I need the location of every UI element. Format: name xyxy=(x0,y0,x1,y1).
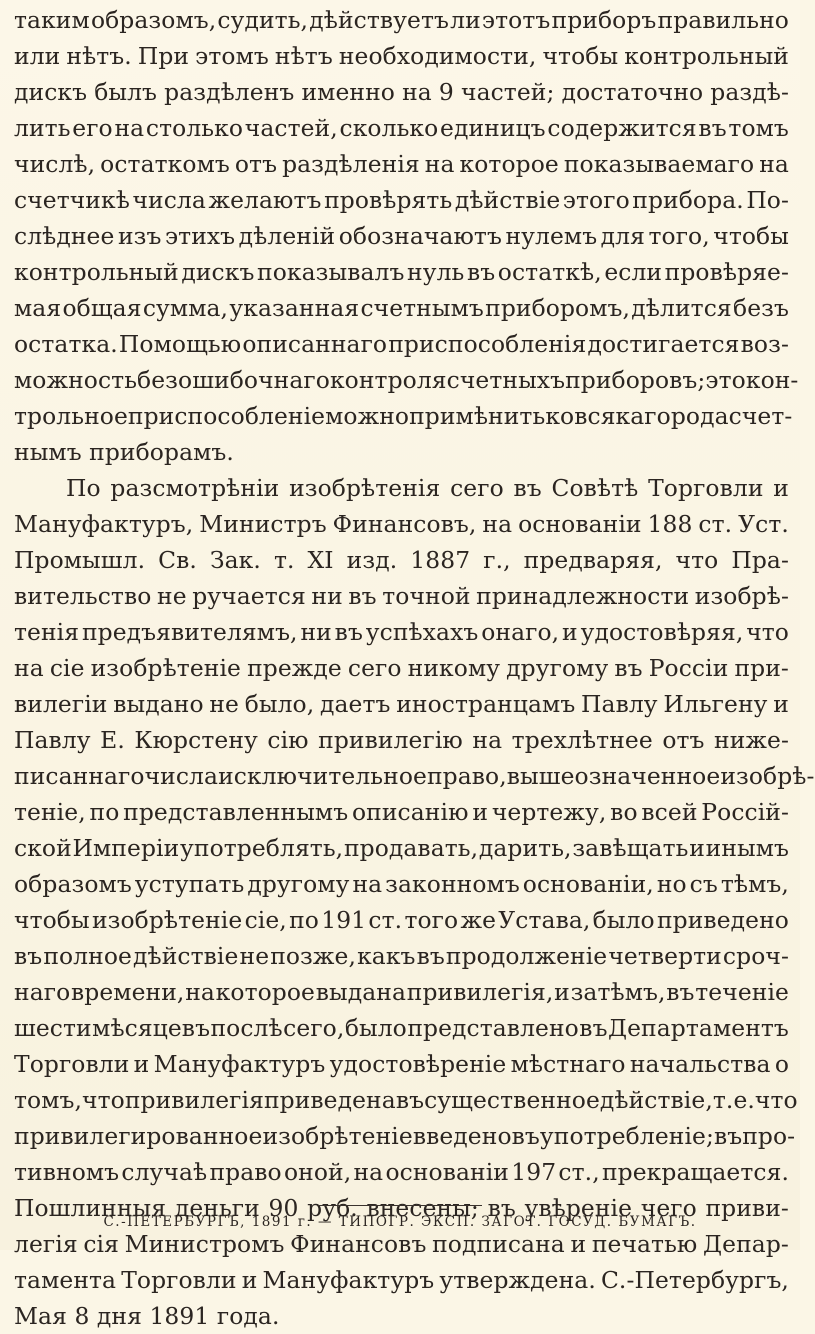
text-line: счетчикѣ числа желаютъ провѣрять дѣйствіе этого прибора. По- xyxy=(14,186,789,214)
text-line: теніе, по представленнымъ описанію и чертежу, во всей Россій- xyxy=(14,798,789,826)
text-line: По разсмотрѣніи изобрѣтенія сего въ Совѣтѣ Торговли и xyxy=(66,474,789,502)
text-line: тенія предъявителямъ, ни въ успѣхахъ онаго, и удостовѣряя, что xyxy=(14,618,789,646)
text-line: въ полное дѣйствіе не позже, какъ въ продолженіе четверти сроч- xyxy=(14,942,789,970)
text-line: дискъ былъ раздѣленъ именно на 9 частей; достаточно раздѣ- xyxy=(14,78,789,106)
text-line: Мая 8 дня 1891 года. xyxy=(14,1302,280,1330)
text-line: писаннаго числа исключительное право, вышеозначенное изобрѣ- xyxy=(14,762,815,790)
text-line: томъ, что привилегія приведена въ существенное дѣйствіе, т. е. что xyxy=(14,1086,798,1114)
text-line: Мануфактуръ, Министръ Финансовъ, на основаніи 188 ст. Уст. xyxy=(14,510,789,538)
text-line: остатка. Помощью описаннаго приспособленія достигается воз- xyxy=(14,330,789,358)
text-line: Торговли и Мануфактуръ удостовѣреніе мѣстнаго начальства о xyxy=(14,1050,789,1078)
text-line: Павлу Е. Кюрстену сію привилегію на трехлѣтнее отъ ниже- xyxy=(14,726,789,754)
text-line: контрольный дискъ показывалъ нуль въ остаткѣ, если провѣряе- xyxy=(14,258,789,286)
text-line: лить его на столько частей, сколько единицъ содержится въ томъ xyxy=(14,114,789,142)
text-line: можность безошибочнаго контроля счетныхъ приборовъ; это кон- xyxy=(14,366,799,394)
body-text xyxy=(14,2,815,1334)
footer-divider xyxy=(318,1205,482,1206)
text-line: нымъ приборамъ. xyxy=(14,438,234,466)
text-line: шести мѣсяцевъ послѣ сего, было представлено въ Департаментъ xyxy=(14,1014,789,1042)
text-line: Промышл. Св. Зак. т. XI изд. 1887 г., предваряя, что Пра- xyxy=(14,546,789,574)
text-line: ской Имперіи употреблять, продавать, дарить, завѣщать и инымъ xyxy=(14,834,789,862)
text-line: образомъ уступать другому на законномъ основаніи, но съ тѣмъ, xyxy=(14,870,789,898)
text-line: вительство не ручается ни въ точной принадлежности изобрѣ- xyxy=(14,582,789,610)
text-line: Пошлинныя деньги 90 руб. внесены; въ увѣреніе чего приви- xyxy=(14,1194,789,1222)
text-line: легія сія Министромъ Финансовъ подписана и печатью Депар- xyxy=(14,1230,789,1258)
text-line: привилегированное изобрѣтеніе введено въ употребленіе; въ про- xyxy=(14,1122,796,1150)
text-line: слѣднее изъ этихъ дѣленій обозначаютъ нулемъ для того, чтобы xyxy=(14,222,789,250)
text-line: мая общая сумма, указанная счетнымъ приборомъ, дѣлится безъ xyxy=(14,294,789,322)
text-line: трольное приспособленіе можно примѣнить ко всякаго рода счет- xyxy=(14,402,793,430)
text-line: или нѣтъ. При этомъ нѣтъ необходимости, чтобы контрольный xyxy=(14,42,789,70)
text-line: наго времени, на которое выдана привилегія, и затѣмъ, въ теченіе xyxy=(14,978,789,1006)
text-line: чтобы изобрѣтеніе сіе, по 191 ст. того же Устава, было приведено xyxy=(14,906,789,934)
text-line: тивномъ случаѣ право оной, на основаніи 197 ст., прекращается. xyxy=(14,1158,789,1186)
text-line: на сіе изобрѣтеніе прежде сего никому другому въ Россіи при- xyxy=(14,654,789,682)
text-line: таким образомъ, судить, дѣйствуетъ ли этотъ приборъ правильно xyxy=(14,6,789,34)
text-line: вилегіи выдано не было, даетъ иностранцамъ Павлу Ильгену и xyxy=(14,690,789,718)
imprint-footer: С.-ПЕТЕРБУРГЪ, 1891 г. — ТИПОГР. ЭКСП. ЗАГОТ. ГОСУД. БУМАГЪ. xyxy=(103,1214,697,1230)
text-line: тамента Торговли и Мануфактуръ утверждена. С.-Петербургъ, xyxy=(14,1266,789,1294)
text-line: числѣ, остаткомъ отъ раздѣленія на которое показываемаго на xyxy=(14,150,789,178)
